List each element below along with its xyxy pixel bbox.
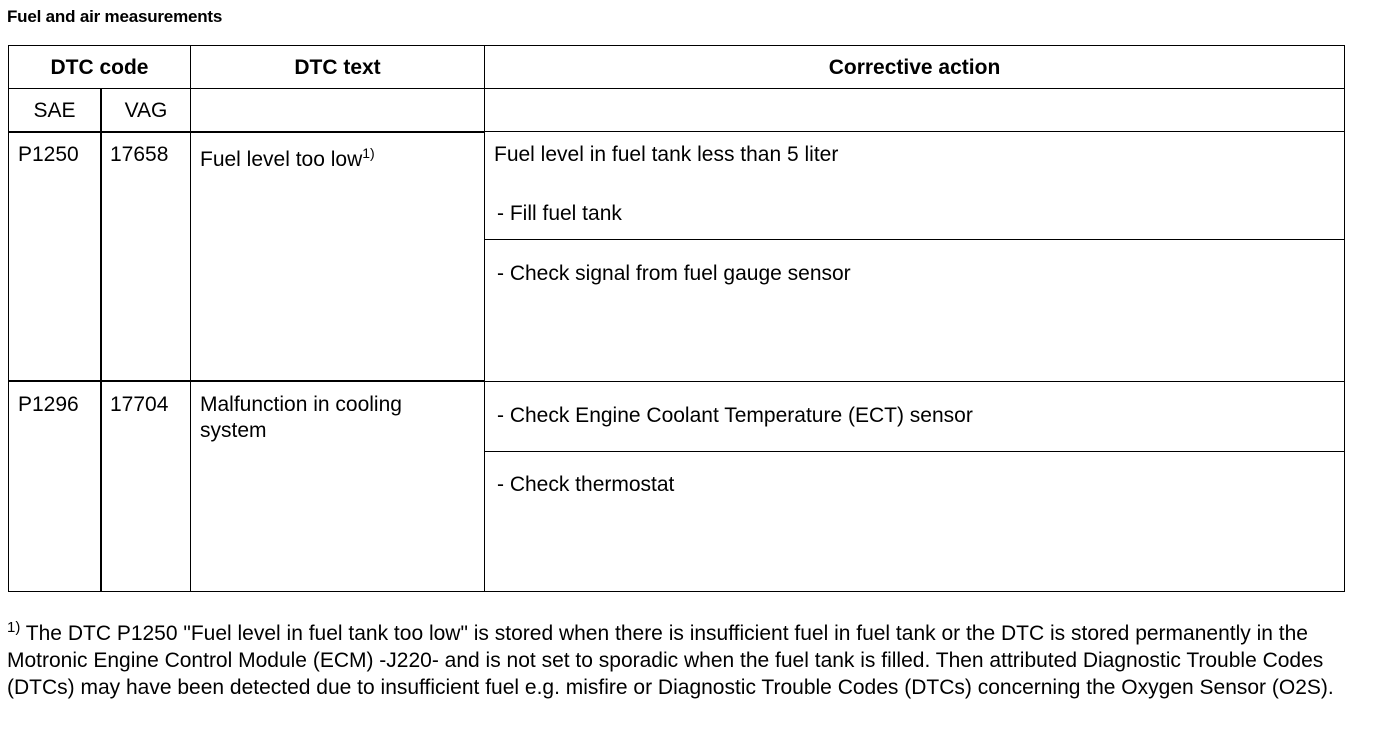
row-divider-right xyxy=(485,381,1344,382)
row1-dtc-text xyxy=(200,147,375,173)
action-divider-1 xyxy=(485,239,1344,240)
footnote-text: The DTC P1250 "Fuel level in fuel tank too low" is stored when there is insufficient fuel in fuel tank or the DTC is stored permanently in the Motronic Engine Control Module (ECM) -J220- and is not set to sporadic when the fuel tank is filled. Then attributed Diagnostic Trouble Codes (DTCs) may have been detected due to insufficient fuel e.g. misfire or Diagnostic Trouble Codes (DTCs) concerning the Oxygen Sensor (O2S). xyxy=(7,622,1334,699)
row1-footnote-ref: 1) xyxy=(362,145,375,161)
dtc-table xyxy=(8,45,1345,592)
footnote xyxy=(7,620,1367,701)
row1-sae: P1250 xyxy=(18,143,79,166)
row-divider-left xyxy=(9,380,485,382)
header-dtc-text: DTC text xyxy=(294,56,381,79)
col-divider-sae-vag xyxy=(100,89,102,591)
subheader-sae: SAE xyxy=(33,99,76,122)
row2-vag: 17704 xyxy=(110,393,169,416)
page-title: Fuel and air measurements xyxy=(7,7,223,26)
header-corrective-action: Corrective action xyxy=(828,56,1001,79)
subheader-divider-right xyxy=(485,131,1344,132)
row1-dtc-text-main: Fuel level too low xyxy=(200,148,363,171)
subheader-divider-left xyxy=(9,131,485,133)
row1-vag: 17658 xyxy=(110,143,169,166)
subheader-vag: VAG xyxy=(124,99,168,122)
col-divider-code-text xyxy=(190,46,191,591)
footnote-marker: 1) xyxy=(7,619,21,636)
col-divider-text-action xyxy=(484,46,485,591)
header-dtc-code: DTC code xyxy=(50,56,149,79)
row2-dtc-text-line2: system xyxy=(200,419,267,442)
header-divider xyxy=(9,88,1344,89)
row1-action-check-sensor: - Check signal from fuel gauge sensor xyxy=(497,262,851,285)
row2-sae: P1296 xyxy=(18,393,79,416)
row1-action-fill-tank: - Fill fuel tank xyxy=(497,202,622,225)
row2-dtc-text-line1: Malfunction in cooling xyxy=(200,393,402,416)
action-divider-2 xyxy=(485,451,1344,452)
row1-action-condition: Fuel level in fuel tank less than 5 liter xyxy=(494,143,839,166)
row2-action-check-thermostat: - Check thermostat xyxy=(497,473,675,496)
row2-action-check-ect: - Check Engine Coolant Temperature (ECT) sensor xyxy=(497,404,973,427)
